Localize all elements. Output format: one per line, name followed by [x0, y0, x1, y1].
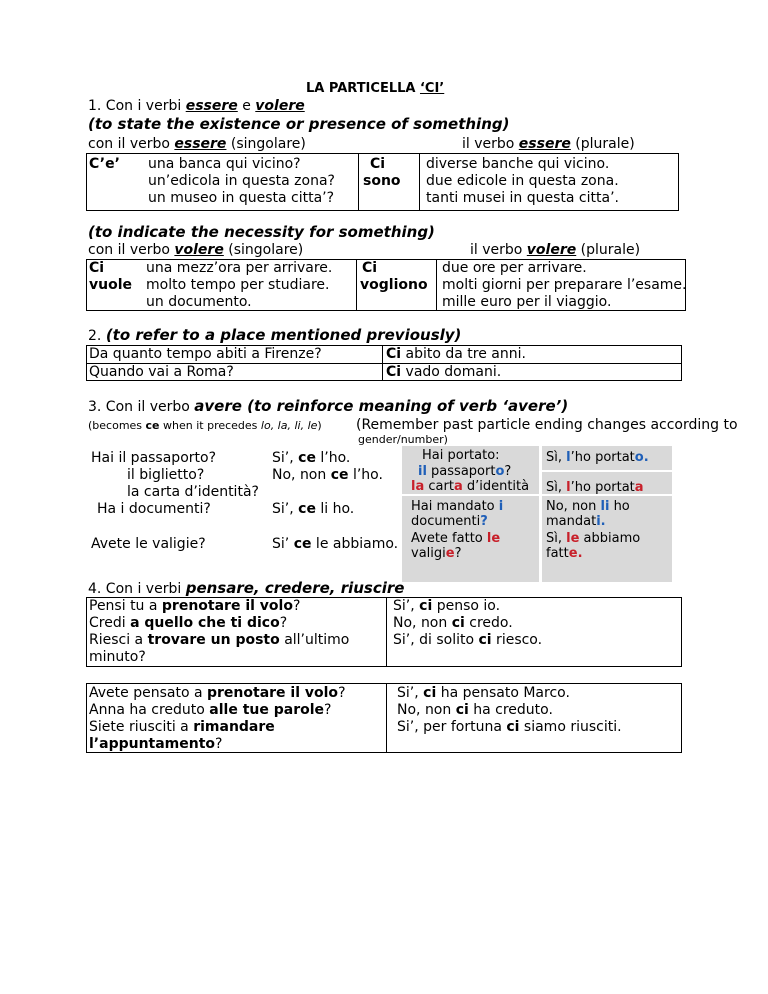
section3-heading: 3. Con il verbo avere (to reinforce meaning of verb ‘avere’) [88, 397, 569, 415]
avere-question: il biglietto? [127, 467, 205, 483]
section1-heading: 1. Con i verbi essere e volere [88, 98, 305, 114]
title-ci: ‘CI’ [419, 81, 445, 96]
verbs-question-line2: l’appuntamento? [89, 736, 223, 752]
ce-note: (becomes ce when it precedes lo, la, li, le) [88, 419, 322, 432]
vuole-row: un documento. [146, 294, 252, 310]
sono-row: tanti musei in questa citta’. [426, 190, 619, 206]
avere-question: Hai il passaporto? [91, 450, 217, 466]
section1-sub-necessity: (to indicate the necessity for something) [88, 223, 435, 241]
verbs-question: Pensi tu a prenotare il volo? [89, 598, 301, 614]
volere-plural-label: il verbo volere (plurale) [470, 242, 641, 258]
verbs-answer: Si’, ci penso io. [393, 598, 501, 614]
avere-answer: Si’, ce l’ho. [272, 450, 351, 466]
verbs-question-line2: minuto? [89, 649, 146, 665]
ce-label: C’e’ [89, 156, 120, 172]
vogliono-row: due ore per arrivare. [442, 260, 587, 276]
section4-heading: 4. Con i verbi pensare, credere, riuscire [88, 579, 405, 597]
verbs-question: Anna ha creduto alle tue parole? [89, 702, 332, 718]
avete-fatto-valigie: valigie? [411, 546, 462, 561]
hai-portato-title: Hai portato: [422, 448, 500, 463]
hai-mandato: Hai mandato i [411, 499, 504, 514]
place-answer: Ci abito da tre anni. [386, 346, 526, 362]
ci-vogliono-label: Ci [362, 260, 378, 276]
vuole-row: una mezz’ora per arrivare. [146, 260, 333, 276]
verbs-answer: Si’, di solito ci riesco. [393, 632, 543, 648]
section2-heading: 2. (to refer to a place mentioned previously) [88, 326, 462, 344]
avete-fatto: Avete fatto le [411, 531, 501, 546]
place-question: Da quanto tempo abiti a Firenze? [89, 346, 322, 362]
verbs-answer: No, non ci ha creduto. [397, 702, 553, 718]
avere-answer: No, non ce l’ho. [272, 467, 383, 483]
avere-answer: Si’ ce le abbiamo. [272, 536, 399, 552]
verbs-question: Riesci a trovare un posto all’ultimo [89, 632, 350, 648]
avere-answer: Si’, ce li ho. [272, 501, 355, 517]
vuole-row: molto tempo per studiare. [146, 277, 330, 293]
ci-sono-label: Ci [370, 156, 386, 172]
gender-note-line2: gender/number) [358, 433, 448, 446]
avere-question: Ha i documenti? [97, 501, 211, 517]
ce-row: una banca qui vicino? [148, 156, 301, 172]
verbs-answer: Si’, per fortuna ci siamo riusciti. [397, 719, 622, 735]
reply-portato: Sì, l’ho portato. [546, 450, 649, 465]
vogliono-row: molti giorni per preparare l’esame. [442, 277, 687, 293]
sono-row: due edicole in questa zona. [426, 173, 619, 189]
avere-question: Avete le valigie? [91, 536, 206, 552]
essere-plural-label: il verbo essere (plurale) [462, 136, 635, 152]
ci-vogliono-label: vogliono [360, 277, 428, 293]
essere-singular-label: con il verbo essere (singolare) [88, 136, 306, 152]
gender-note: (Remember past particle ending changes according to [356, 417, 738, 433]
verbs-question: Siete riusciti a rimandare [89, 719, 275, 735]
place-question: Quando vai a Roma? [89, 364, 234, 380]
hai-portato-carta: la carta d’identità [411, 479, 530, 494]
sono-row: diverse banche qui vicino. [426, 156, 610, 172]
verbs-answer: Si’, ci ha pensato Marco. [397, 685, 570, 701]
ce-row: un museo in questa citta’? [148, 190, 335, 206]
volere-singular-label: con il verbo volere (singolare) [88, 242, 304, 258]
verbs-answer: No, non ci credo. [393, 615, 513, 631]
ce-row: un’edicola in questa zona? [148, 173, 335, 189]
verbs-question: Avete pensato a prenotare il volo? [89, 685, 346, 701]
ci-vuole-label: vuole [89, 277, 133, 293]
section1-sub-existence: (to state the existence or presence of something) [88, 115, 510, 133]
ci-sono-label: sono [363, 173, 401, 189]
hai-portato-passaporto: il passaporto? [418, 464, 512, 479]
reply-portata: Sì, l’ho portata [546, 480, 644, 495]
verbs-question: Credi a quello che ti dico? [89, 615, 288, 631]
reply-fatte: Sì, le abbiamo [546, 531, 641, 546]
reply-mandati: No, non li ho [546, 499, 630, 514]
place-answer: Ci vado domani. [386, 364, 502, 380]
reply-mandati-line2: mandati. [546, 514, 606, 529]
hai-mandato-documenti: documenti? [411, 514, 488, 529]
reply-fatte-line2: fatte. [546, 546, 583, 561]
ci-vuole-label: Ci [89, 260, 105, 276]
vogliono-row: mille euro per il viaggio. [442, 294, 612, 310]
avere-question: la carta d’identità? [127, 484, 259, 500]
page-title: LA PARTICELLA ‘CI’ [306, 81, 445, 96]
